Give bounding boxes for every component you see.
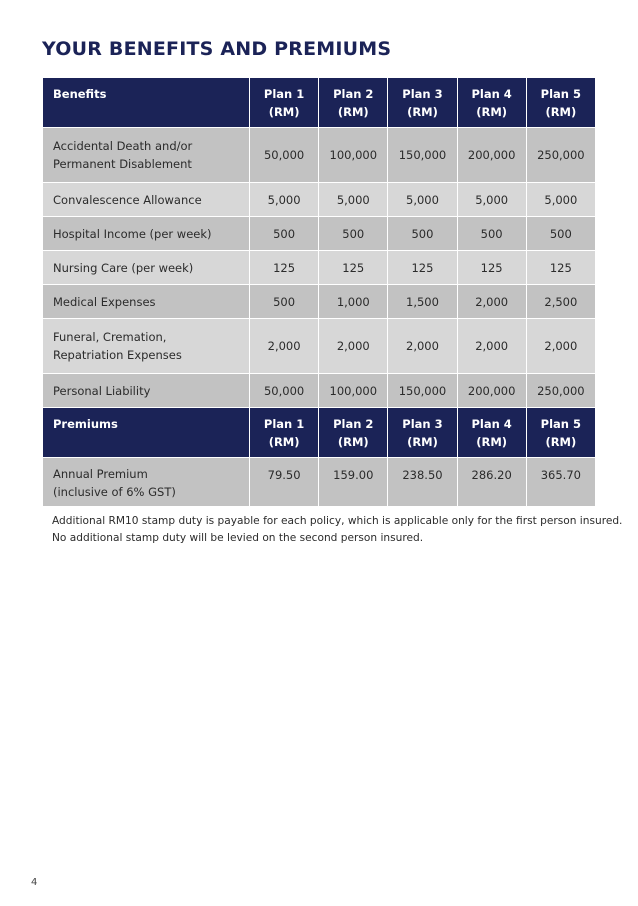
plan-header-4: [457, 408, 526, 458]
row-label: [43, 183, 250, 217]
plan-value: 500: [457, 217, 526, 251]
plan-value: 125: [388, 251, 457, 285]
plan-name: Plan 3: [402, 417, 443, 431]
row-label-line: Medical Expenses: [53, 294, 156, 309]
row-label: [43, 374, 250, 408]
plan-value: 5,000: [388, 183, 457, 217]
plan-name: Plan 5: [540, 87, 581, 101]
table-row: [43, 183, 596, 217]
plan-header-2: [319, 408, 388, 458]
row-label: [43, 217, 250, 251]
note-line-1: Additional RM10 stamp duty is payable for each policy, which is applicable only for the first person insured.: [52, 515, 623, 527]
plan-header-5: [526, 78, 595, 128]
plan-value: 500: [388, 217, 457, 251]
benefits-table: [42, 77, 596, 507]
benefits-table-body: [43, 78, 596, 507]
row-label-line: Convalescence Allowance: [53, 192, 202, 207]
plan-value: 500: [526, 217, 595, 251]
row-label: [43, 251, 250, 285]
row-label: [43, 458, 250, 507]
plan-value: 5,000: [526, 183, 595, 217]
plan-value: 200,000: [457, 128, 526, 183]
page-number: 4: [31, 877, 38, 888]
plan-value: 5,000: [457, 183, 526, 217]
plan-value: 500: [250, 285, 319, 319]
plan-value: 2,000: [457, 285, 526, 319]
plan-unit: (RM): [407, 105, 438, 119]
plan-value: 159.00: [319, 458, 388, 507]
row-label-line: Funeral, Cremation,: [53, 330, 167, 344]
table-row: [43, 285, 596, 319]
table-row: [43, 374, 596, 408]
plan-value: 2,000: [457, 319, 526, 374]
plan-name: Plan 1: [263, 417, 305, 431]
plan-value: 500: [319, 217, 388, 251]
row-label: [43, 128, 250, 183]
table-row: [43, 217, 596, 251]
plan-value: 125: [250, 251, 319, 285]
plan-value: 1,000: [319, 285, 388, 319]
note-line-2: No additional stamp duty will be levied on the second person insured.: [52, 532, 424, 544]
row-label-line: Annual Premium: [53, 467, 148, 481]
plan-value: 2,000: [319, 319, 388, 374]
stamp-duty-note: [52, 513, 623, 547]
plan-value: 5,000: [250, 183, 319, 217]
plan-value: 2,500: [526, 285, 595, 319]
plan-value: 286.20: [457, 458, 526, 507]
plan-header-1: [250, 408, 319, 458]
plan-value: 2,000: [388, 319, 457, 374]
plan-name: Plan 4: [471, 417, 512, 431]
plan-header-5: [526, 408, 595, 458]
plan-unit: (RM): [545, 435, 577, 449]
plan-unit: (RM): [337, 105, 369, 119]
plan-name: Plan 1: [263, 87, 305, 101]
plan-value: 50,000: [250, 128, 319, 183]
plan-value: 250,000: [526, 374, 595, 408]
row-label-line: Hospital Income (per week): [53, 226, 212, 241]
row-label-line: Personal Liability: [53, 383, 151, 398]
row-label-line: Accidental Death and/or: [53, 139, 193, 153]
plan-header-3: [388, 408, 457, 458]
column-header-label: Premiums: [43, 408, 250, 458]
plan-value: 150,000: [388, 128, 457, 183]
plan-name: Plan 3: [402, 87, 443, 101]
plan-value: 125: [457, 251, 526, 285]
table-row: [43, 319, 596, 374]
plan-value: 1,500: [388, 285, 457, 319]
plan-value: 200,000: [457, 374, 526, 408]
plan-value: 150,000: [388, 374, 457, 408]
plan-value: 100,000: [319, 128, 388, 183]
plan-header-2: [319, 78, 388, 128]
plan-value: 238.50: [388, 458, 457, 507]
page-title: YOUR BENEFITS AND PREMIUMS: [42, 38, 392, 60]
column-header-label: Benefits: [43, 78, 250, 128]
plan-value: 365.70: [526, 458, 595, 507]
plan-unit: (RM): [545, 105, 577, 119]
row-label: [43, 319, 250, 374]
plan-value: 125: [526, 251, 595, 285]
plan-value: 250,000: [526, 128, 595, 183]
table-row: [43, 128, 596, 183]
plan-value: 50,000: [250, 374, 319, 408]
plan-value: 500: [250, 217, 319, 251]
plan-value: 5,000: [319, 183, 388, 217]
row-label-line: (inclusive of 6% GST): [53, 485, 176, 499]
plan-unit: (RM): [268, 435, 300, 449]
plan-value: 2,000: [250, 319, 319, 374]
plan-name: Plan 4: [471, 87, 512, 101]
plan-value: 125: [319, 251, 388, 285]
plan-header-4: [457, 78, 526, 128]
plan-name: Plan 2: [333, 417, 374, 431]
plan-unit: (RM): [476, 105, 508, 119]
row-label-line: Repatriation Expenses: [53, 348, 182, 362]
plan-unit: (RM): [268, 105, 300, 119]
plan-value: 2,000: [526, 319, 595, 374]
row-label: [43, 285, 250, 319]
plan-value: 100,000: [319, 374, 388, 408]
row-label-line: Permanent Disablement: [53, 157, 192, 171]
plan-name: Plan 5: [540, 417, 581, 431]
table-row: [43, 251, 596, 285]
plan-value: 79.50: [250, 458, 319, 507]
plan-name: Plan 2: [333, 87, 374, 101]
plan-unit: (RM): [337, 435, 369, 449]
premiums-header-row: [43, 408, 596, 458]
plan-header-1: [250, 78, 319, 128]
plan-unit: (RM): [476, 435, 508, 449]
table-row: [43, 458, 596, 507]
plan-header-3: [388, 78, 457, 128]
plan-unit: (RM): [407, 435, 438, 449]
benefits-header-row: [43, 78, 596, 128]
row-label-line: Nursing Care (per week): [53, 260, 194, 275]
